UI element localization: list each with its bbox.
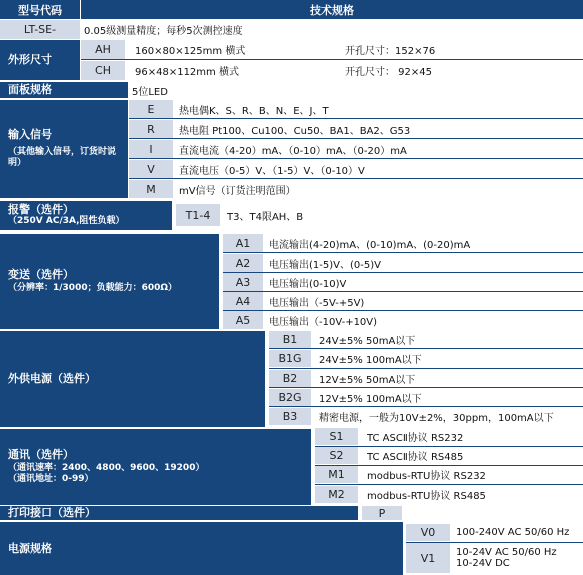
transmit-code-a4: A4 [223, 292, 263, 310]
power-output-label: 外供电源（选件） [0, 331, 265, 427]
transmit-label-title: 变送（选件） [8, 268, 74, 281]
transmit-code-a5: A5 [223, 311, 263, 329]
power-text-v1-line2: 10-24V DC [456, 558, 510, 569]
transmit-text-a5: 电压输出（-10V-+10V) [269, 316, 378, 328]
power-output-code-b2: B2 [269, 370, 311, 387]
dimension-code-ch: CH [81, 61, 125, 80]
comm-code-s2: S2 [315, 447, 358, 464]
power-output-code-b2g: B2G [269, 389, 311, 406]
power-output-text-b1g: 24V±5% 100mA以下 [319, 355, 422, 366]
power-output-text-b2g: 12V±5% 100mA以下 [319, 394, 422, 405]
comm-text-m1: modbus-RTU协议 RS232 [367, 471, 486, 482]
alarm-label [0, 201, 172, 230]
power-text-v0: 100-240V AC 50/60 Hz [456, 527, 570, 538]
dimension-size-ah: 160×80×125mm 横式 [135, 46, 246, 57]
comm-text-s2: TC ASCⅡ协议 RS485 [367, 452, 464, 463]
panel-label: 面板规格 [0, 82, 128, 98]
input-code-r: R [129, 120, 173, 138]
print-code: P [362, 506, 402, 520]
input-label-title: 输入信号 [8, 128, 52, 141]
alarm-label-title: 报警（选件） [8, 203, 74, 216]
model-code: LT-SE- [0, 20, 80, 39]
input-code-m: M [129, 180, 173, 198]
tech-spec-header: 技术规格 [81, 0, 583, 19]
power-text-v1-line1: 10-24V AC 50/60 Hz [456, 547, 557, 558]
transmit-text-a2: 电压输出(1-5)V、(0-5)V [269, 259, 381, 271]
power-code-v1: V1 [406, 543, 450, 573]
power-output-text-b1: 24V±5% 50mA以下 [319, 336, 416, 347]
power-output-code-b1g: B1G [269, 350, 311, 367]
model-code-header: 型号代码 [0, 0, 80, 19]
transmit-text-a1: 电流输出(4-20)mA、(0-10)mA、(0-20)mA [269, 239, 471, 251]
comm-code-s1: S1 [315, 428, 358, 445]
input-text-v: 直流电压（0-5）V、（1-5）V、（0-10）V [179, 165, 365, 177]
transmit-code-a1: A1 [223, 234, 263, 252]
comm-label-note-address: （通讯地址：0-99） [8, 474, 94, 484]
transmit-text-a4: 电压输出（-5V-+5V) [269, 297, 365, 309]
power-text-v1 [453, 543, 581, 573]
transmit-code-a2: A2 [223, 254, 263, 272]
transmit-label [0, 234, 219, 329]
input-code-e: E [129, 100, 173, 118]
print-label: 打印接口（选件） [0, 506, 358, 520]
comm-code-m1: M1 [315, 466, 358, 483]
model-description: 0.05级测量精度；每秒5次测控速度 [84, 26, 243, 37]
power-output-text-b3: 精密电源，一般为10V±2%，30ppm，100mA以下 [319, 413, 554, 424]
transmit-code-a3: A3 [223, 273, 263, 291]
input-text-m: mV信号（订货注明范围） [179, 185, 296, 197]
transmit-text-a3: 电压输出(0-10)V [269, 278, 347, 290]
dimension-hole-ah: 开孔尺寸：152×76 [345, 46, 436, 57]
dimension-size-ch: 96×48×112mm 横式 [135, 67, 239, 78]
comm-code-m2: M2 [315, 486, 358, 503]
comm-label [0, 429, 311, 505]
dimension-code-ah: AH [81, 40, 125, 59]
power-output-code-b3: B3 [269, 408, 311, 425]
panel-value: 5位LED [132, 86, 168, 98]
input-text-e: 热电偶K、S、R、B、N、E、J、T [179, 105, 329, 117]
comm-label-note-rate: （通讯速率：2400、4800、9600、19200） [8, 463, 205, 473]
comm-label-title: 通讯（选件） [8, 448, 74, 461]
alarm-code: T1-4 [176, 204, 220, 226]
power-output-code-b1: B1 [269, 331, 311, 348]
input-text-i: 直流电流（4-20）mA、（0-10）mA、（0-20）mA [179, 145, 407, 157]
alarm-label-note: （250V AC/3A,阻性负载） [8, 216, 125, 226]
power-spec-label: 电源规格 [0, 522, 403, 575]
input-label [0, 100, 128, 198]
transmit-label-note: （分辨率：1/3000；负载能力：600Ω） [8, 283, 178, 293]
power-code-v0: V0 [406, 524, 450, 541]
comm-text-s1: TC ASCⅡ协议 RS232 [367, 433, 464, 444]
comm-text-m2: modbus-RTU协议 RS485 [367, 491, 486, 502]
power-output-text-b2: 12V±5% 50mA以下 [319, 375, 416, 386]
dimension-hole-ch: 开孔尺寸： 92×45 [345, 67, 433, 78]
alarm-text: T3、T4限AH、B [227, 211, 304, 223]
input-code-i: I [129, 140, 173, 158]
input-label-note: （其他输入信号，订货时说明） [8, 147, 117, 168]
input-code-v: V [129, 160, 173, 178]
dimensions-label: 外形尺寸 [0, 40, 80, 80]
input-text-r: 热电阻 Pt100、Cu100、Cu50、BA1、BA2、G53 [179, 125, 411, 137]
